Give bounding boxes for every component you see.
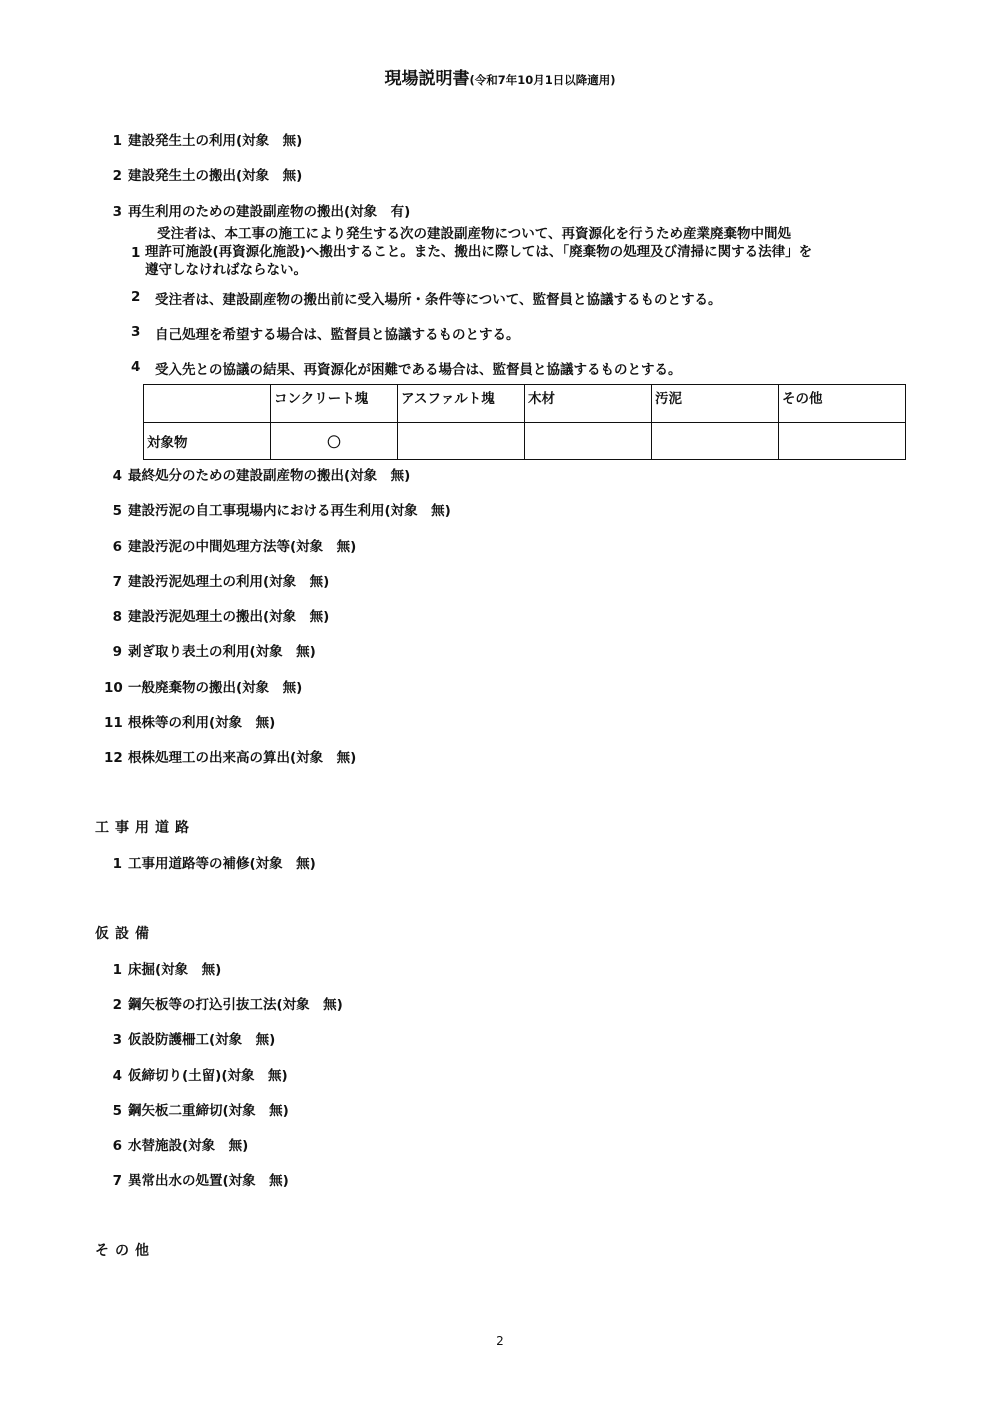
table-header-cell: その他 (779, 385, 906, 423)
table-row (144, 423, 906, 460)
list-item: 5 鋼矢板二重締切(対象 無) (112, 1103, 289, 1119)
table-cell (779, 423, 906, 460)
list-item: 2 鋼矢板等の打込引抜工法(対象 無) (112, 997, 343, 1013)
list-item: 2 建設発生土の搬出(対象 無) (112, 168, 303, 184)
sub-item-2-text: 受注者は、建設副産物の搬出前に受入場所・条件等について、監督員と協議するものとする。 (155, 292, 722, 308)
table-header-cell: コンクリート塊 (271, 385, 398, 423)
sub-item-4-number: 4 (131, 359, 141, 375)
list-item: 7 異常出水の処置(対象 無) (112, 1173, 289, 1189)
sub-item-4-text: 受入先との協議の結果、再資源化が困難である場合は、監督員と協議するものとする。 (155, 362, 682, 378)
list-item: 4 最終処分のための建設副産物の搬出(対象 無) (112, 468, 411, 484)
section-heading-temporary: 仮設備 (95, 926, 155, 942)
title-main: 現場説明書 (384, 69, 470, 89)
sub-item-1-line3: 遵守しなければならない。 (145, 262, 307, 278)
list-item: 1 工事用道路等の補修(対象 無) (112, 856, 316, 872)
list-item: 12 根株処理工の出来高の算出(対象 無) (104, 750, 357, 766)
table-cell (398, 423, 525, 460)
list-item: 11 根株等の利用(対象 無) (104, 715, 276, 731)
list-item: 7 建設汚泥処理土の利用(対象 無) (112, 574, 330, 590)
sub-item-3-number: 3 (131, 324, 141, 340)
section-heading-road: 工事用道路 (95, 820, 195, 836)
list-item: 9 剥ぎ取り表土の利用(対象 無) (112, 644, 316, 660)
list-item: 6 建設汚泥の中間処理方法等(対象 無) (112, 539, 357, 555)
list-item: 8 建設汚泥処理土の搬出(対象 無) (112, 609, 330, 625)
list-item: 5 建設汚泥の自工事現場内における再生利用(対象 無) (112, 503, 451, 519)
sub-item-3-text: 自己処理を希望する場合は、監督員と協議するものとする。 (155, 327, 520, 343)
table-row-label: 対象物 (144, 423, 271, 460)
sub-item-1-line2: 理許可施設(再資源化施設)へ搬出すること。また、搬出に際しては、「廃棄物の処理及び清掃に関する法律」を (145, 244, 813, 260)
document-title (0, 64, 1000, 89)
sub-item-1-line1: 受注者は、本工事の施工により発生する次の建設副産物について、再資源化を行うため産業廃棄物中間処 (157, 226, 791, 242)
list-item: 3 再生利用のための建設副産物の搬出(対象 有) (112, 204, 411, 220)
list-item: 1 床掘(対象 無) (112, 962, 222, 978)
table-cell-mark: 〇 (271, 423, 398, 460)
sub-item-1-number: 1 (131, 245, 141, 261)
table-header-row (144, 385, 906, 423)
list-item: 10 一般廃棄物の搬出(対象 無) (104, 680, 303, 696)
table-header-cell (144, 385, 271, 423)
list-item: 4 仮締切り(土留)(対象 無) (112, 1068, 288, 1084)
list-item: 1 建設発生土の利用(対象 無) (112, 133, 303, 149)
sub-item-2-number: 2 (131, 289, 141, 305)
title-effective-date: (令和7年10月1日以降適用) (469, 73, 616, 87)
table-cell (525, 423, 652, 460)
table-header-cell: アスファルト塊 (398, 385, 525, 423)
page-number: 2 (496, 1334, 504, 1348)
table-header-cell: 汚泥 (652, 385, 779, 423)
list-item: 3 仮設防護柵工(対象 無) (112, 1032, 276, 1048)
section-heading-other: その他 (95, 1243, 155, 1259)
list-item: 6 水替施設(対象 無) (112, 1138, 249, 1154)
table-cell (652, 423, 779, 460)
table-header-cell: 木材 (525, 385, 652, 423)
waste-material-table (143, 384, 906, 460)
